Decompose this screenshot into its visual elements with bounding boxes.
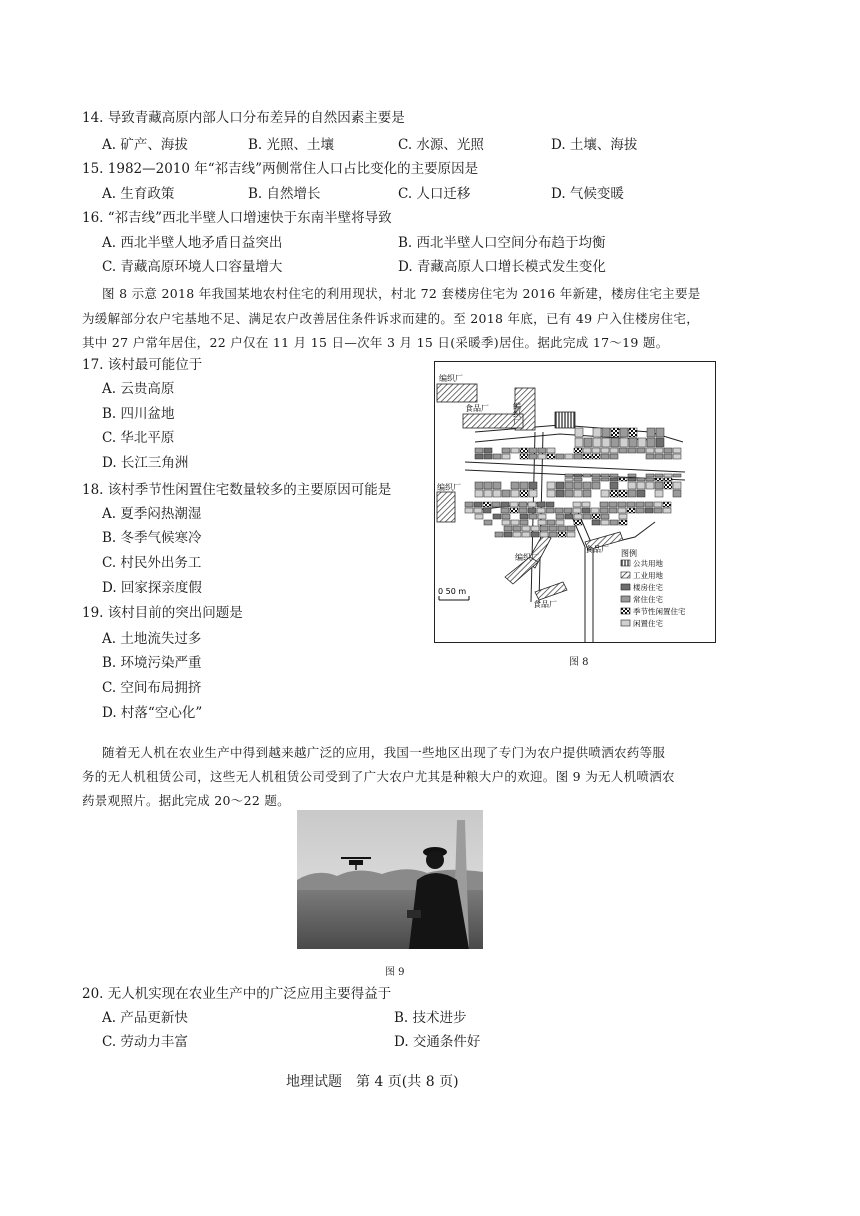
house-block [474, 502, 482, 507]
house-block [636, 508, 644, 513]
house-block [502, 520, 510, 525]
q14-option-b: B. 光照、土壤 [248, 137, 335, 153]
house-block [610, 474, 618, 477]
house-block [610, 490, 618, 497]
house-block [610, 454, 618, 459]
figure9-caption: 图 9 [385, 967, 405, 978]
q19-option-b: B. 环境污染严重 [102, 655, 202, 671]
label-weave-4: 编织厂 [515, 553, 539, 562]
house-block [511, 448, 519, 453]
house-block [583, 474, 591, 477]
house-block [483, 502, 491, 507]
house-block [502, 514, 510, 519]
house-block [492, 502, 500, 507]
public-land [555, 412, 575, 428]
house-block [638, 438, 646, 447]
house-block [582, 508, 590, 513]
house-block [602, 428, 610, 437]
house-block [592, 454, 600, 459]
house-block [549, 526, 557, 531]
house-block [475, 448, 483, 453]
house-block [637, 448, 645, 453]
passage1-line3: 其中 27 户常年居住，22 户仅在 11 月 15 日—次年 3 月 15 日(采暖季)居住。据此完成 17～19 题。 [82, 335, 669, 350]
house-block [575, 438, 583, 447]
house-block [574, 474, 582, 477]
house-block [600, 508, 608, 513]
house-block [511, 490, 519, 497]
house-block [673, 454, 681, 459]
q16-stem: 16. “祁吉线”西北半壁人口增速快于东南半壁将导致 [82, 210, 392, 226]
house-block [484, 482, 492, 489]
house-block [618, 502, 626, 507]
q20-option-b: B. 技术进步 [394, 1010, 467, 1026]
house-block [600, 502, 608, 507]
house-block [583, 514, 591, 519]
house-block [583, 482, 591, 489]
house-block [538, 448, 546, 453]
figure8-caption: 图 8 [569, 657, 589, 668]
house-block [502, 454, 510, 459]
house-block [475, 490, 483, 497]
house-block [504, 526, 512, 531]
house-block [592, 514, 600, 519]
legend-industrial: 工业用地 [633, 571, 663, 580]
house-block [531, 532, 539, 537]
house-block [465, 502, 473, 507]
passage1-line1: 图 8 示意 2018 年我国某地农村住宅的利用现状，村北 72 套楼房住宅为 2016 年新建，楼房住宅主要是 [102, 286, 701, 301]
house-block [645, 508, 653, 513]
house-block [620, 428, 628, 437]
house-block [601, 448, 609, 453]
q18-option-b: B. 冬季气候寒冷 [102, 530, 202, 546]
label-food-1: 食品厂 [465, 404, 489, 413]
house-block [555, 508, 563, 513]
q19-option-c: C. 空间布局拥挤 [102, 680, 202, 696]
house-block [522, 526, 530, 531]
house-block [529, 454, 537, 459]
house-block [673, 490, 681, 497]
house-block [601, 490, 609, 497]
house-block [663, 502, 671, 507]
house-block [538, 520, 546, 525]
house-block [609, 502, 617, 507]
house-block [655, 490, 663, 497]
house-block [556, 482, 564, 489]
house-block [592, 478, 600, 481]
house-block [609, 508, 617, 513]
house-block [628, 448, 636, 453]
house-block [592, 520, 600, 525]
house-block [510, 502, 518, 507]
q20-option-d: D. 交通条件好 [394, 1034, 481, 1050]
house-block [592, 482, 600, 489]
house-block [655, 454, 663, 459]
house-block [574, 520, 582, 525]
house-block [629, 438, 637, 447]
house-block [627, 502, 635, 507]
house-block [646, 448, 654, 453]
house-block [655, 482, 663, 489]
house-block [495, 532, 503, 537]
house-block [556, 520, 564, 525]
house-block [655, 448, 663, 453]
house-block [654, 508, 662, 513]
house-block [475, 514, 483, 519]
house-block [637, 490, 645, 497]
q17-option-a: A. 云贵高原 [102, 381, 175, 397]
house-block [629, 428, 637, 437]
house-block [619, 478, 627, 481]
passage2-line2: 务的无人机租赁公司，这些无人机租赁公司受到了广大农户尤其是种粮大户的欢迎。图 9 为无人机喷洒农 [82, 769, 675, 784]
scale-label: 0 50 m [438, 587, 467, 596]
house-block [574, 454, 582, 459]
house-block [575, 428, 583, 437]
label-food-3: 食品厂 [533, 600, 557, 609]
house-block [664, 474, 672, 477]
house-block [528, 502, 536, 507]
house-block [574, 514, 582, 519]
house-block [565, 490, 573, 497]
house-block [601, 478, 609, 481]
house-block [619, 448, 627, 453]
house-block [647, 438, 655, 447]
house-block [558, 526, 566, 531]
house-block [546, 502, 554, 507]
legend-seasonal: 季节性闲置住宅 [633, 607, 686, 616]
house-block [510, 508, 518, 513]
house-block [522, 532, 530, 537]
q19-option-a: A. 土地流失过多 [102, 631, 202, 647]
house-block [628, 490, 636, 497]
house-block [538, 454, 546, 459]
figure9-photo [297, 810, 483, 949]
house-block [664, 448, 672, 453]
house-block [547, 490, 555, 497]
house-block [546, 508, 554, 513]
label-weave-3: 编织厂 [437, 483, 461, 492]
house-block [513, 526, 521, 531]
house-block [646, 482, 654, 489]
label-weave-1: 编织厂 [439, 374, 463, 383]
house-block [564, 508, 572, 513]
q18-option-d: D. 回家探亲度假 [102, 580, 202, 596]
house-block [565, 514, 573, 519]
house-block [574, 478, 582, 481]
q15-stem: 15. 1982—2010 年“祁吉线”两侧常住人口占比变化的主要原因是 [82, 161, 479, 177]
house-block [565, 474, 573, 477]
house-block [628, 482, 636, 489]
house-block [610, 482, 618, 489]
label-food-2: 食品厂 [585, 545, 609, 554]
q15-option-c: C. 人口迁移 [398, 186, 471, 202]
legend [621, 548, 686, 628]
house-block [537, 508, 545, 513]
house-block [537, 502, 545, 507]
house-block [574, 490, 582, 497]
house-block [520, 482, 528, 489]
house-block [601, 454, 609, 459]
house-block [549, 532, 557, 537]
q14-stem: 14. 导致青藏高原内部人口分布差异的自然因素主要是 [82, 110, 405, 126]
house-block [565, 454, 573, 459]
house-block [547, 482, 555, 489]
passage2-line1: 随着无人机在农业生产中得到越来越广泛的应用，我国一些地区出现了专门为农户提供喷洒农药等服 [102, 745, 666, 760]
house-block [502, 490, 510, 497]
house-block [540, 532, 548, 537]
house-block [547, 448, 555, 453]
legend-title: 图例 [621, 549, 637, 558]
passage1-line2: 为缓解部分农户宅基地不足、满足农户改善居住条件诉求而建的。至 2018 年底，已有 49 户入住楼房住宅， [82, 311, 700, 326]
house-block [637, 478, 645, 481]
house-block [547, 520, 555, 525]
house-block [647, 428, 655, 437]
label-weave-2: 编织厂 [512, 402, 522, 426]
house-block [520, 454, 528, 459]
house-block [511, 520, 519, 525]
residential-blocks [465, 428, 681, 537]
house-block [593, 428, 601, 437]
drone-photo-drawing [297, 810, 483, 949]
house-block [611, 428, 619, 437]
house-block [654, 502, 662, 507]
page-footer: 地理试题 第 4 页(共 8 页) [286, 1074, 459, 1090]
house-block [567, 532, 575, 537]
house-block [592, 474, 600, 477]
house-block [519, 502, 527, 507]
house-block [574, 482, 582, 489]
house-block [528, 508, 536, 513]
q14-option-a: A. 矿产、海拔 [102, 137, 188, 153]
q16-option-d: D. 青藏高原人口增长模式发生变化 [398, 259, 606, 275]
house-block [529, 514, 537, 519]
q18-stem: 18. 该村季节性闲置住宅数量较多的主要原因可能是 [82, 482, 392, 498]
legend-vacant: 闲置住宅 [633, 619, 663, 628]
house-block [655, 474, 663, 477]
house-block [673, 448, 681, 453]
house-block [574, 448, 582, 453]
house-block [583, 490, 591, 497]
house-block [593, 438, 601, 447]
legend-permanent: 常住住宅 [633, 595, 663, 604]
house-block [664, 478, 672, 481]
house-block [529, 448, 537, 453]
figure8-map [434, 361, 716, 643]
house-block [628, 474, 636, 477]
house-block [619, 514, 627, 519]
house-block [602, 438, 610, 447]
house-block [601, 474, 609, 477]
q20-option-c: C. 劳动力丰富 [102, 1034, 188, 1050]
house-block [484, 454, 492, 459]
house-block [565, 482, 573, 489]
house-block [583, 448, 591, 453]
house-block [663, 508, 671, 513]
house-block [664, 454, 672, 459]
house-block [504, 532, 512, 537]
house-block [664, 482, 672, 489]
house-block [601, 520, 609, 525]
house-block [611, 438, 619, 447]
house-block [547, 454, 555, 459]
house-block [483, 508, 491, 513]
house-block [637, 482, 645, 489]
house-block [565, 478, 573, 481]
house-block [583, 454, 591, 459]
house-block [610, 478, 618, 481]
q15-option-d: D. 气候变暖 [551, 186, 624, 202]
house-block [636, 502, 644, 507]
house-block [556, 454, 564, 459]
house-block [619, 520, 627, 525]
house-block [538, 514, 546, 519]
house-block [529, 482, 537, 489]
house-block [655, 478, 663, 481]
house-block [573, 508, 581, 513]
q20-option-a: A. 产品更新快 [102, 1010, 188, 1026]
house-block [619, 490, 627, 497]
house-block [673, 474, 681, 477]
house-block [484, 448, 492, 453]
house-block [646, 454, 654, 459]
house-block [601, 514, 609, 519]
house-block [620, 438, 628, 447]
house-block [558, 532, 566, 537]
house-block [627, 508, 635, 513]
house-block [573, 502, 581, 507]
house-block [519, 508, 527, 513]
house-block [493, 490, 501, 497]
passage2-line3: 药景观照片。据此完成 20～22 题。 [82, 793, 290, 808]
q20-stem: 20. 无人机实现在农业生产中的广泛应用主要得益于 [82, 986, 392, 1002]
q19-option-d: D. 村落“空心化” [102, 705, 203, 721]
house-block [618, 508, 626, 513]
house-block [628, 478, 636, 481]
q14-option-c: C. 水源、光照 [398, 137, 484, 153]
house-block [610, 448, 618, 453]
legend-public: 公共用地 [633, 559, 663, 568]
house-block [567, 526, 575, 531]
q17-option-b: B. 四川盆地 [102, 406, 175, 422]
house-block [646, 474, 654, 477]
q16-option-a: A. 西北半壁人地矛盾日益突出 [102, 235, 283, 251]
house-block [474, 508, 482, 513]
house-block [511, 482, 519, 489]
house-block [475, 482, 483, 489]
q17-stem: 17. 该村最可能位于 [82, 357, 203, 373]
q18-option-a: A. 夏季闷热潮湿 [102, 506, 202, 522]
house-block [591, 508, 599, 513]
house-block [484, 520, 492, 525]
house-block [610, 520, 618, 525]
house-block [475, 454, 483, 459]
q15-option-b: B. 自然增长 [248, 186, 321, 202]
q14-option-d: D. 土壤、海拔 [551, 137, 638, 153]
house-block [520, 514, 528, 519]
house-block [556, 514, 564, 519]
house-block [520, 490, 528, 497]
house-block [531, 526, 539, 531]
q15-option-a: A. 生育政策 [102, 186, 175, 202]
q17-option-d: D. 长江三角洲 [102, 455, 189, 471]
house-block [493, 514, 501, 519]
legend-apartment: 楼房住宅 [633, 583, 663, 592]
house-block [502, 448, 510, 453]
house-block [646, 478, 654, 481]
house-block [501, 502, 509, 507]
house-block [656, 438, 664, 447]
house-block [501, 508, 509, 513]
house-block [556, 490, 564, 497]
house-block [520, 448, 528, 453]
house-block [493, 482, 501, 489]
q19-stem: 19. 该村目前的突出问题是 [82, 605, 243, 621]
house-block [582, 502, 590, 507]
house-block [493, 454, 501, 459]
house-block [540, 526, 548, 531]
house-block [520, 520, 528, 525]
house-block [484, 490, 492, 497]
house-block [465, 508, 473, 513]
house-block [584, 438, 592, 447]
house-block [592, 448, 600, 453]
q17-option-c: C. 华北平原 [102, 430, 175, 446]
q16-option-b: B. 西北半壁人口空间分布趋于均衡 [398, 235, 606, 251]
house-block [673, 482, 681, 489]
q18-option-c: C. 村民外出务工 [102, 555, 202, 571]
house-block [513, 532, 521, 537]
house-block [656, 428, 664, 437]
q16-option-c: C. 青藏高原环境人口容量增大 [102, 259, 283, 275]
house-block [529, 490, 537, 497]
village-map-drawing [435, 362, 715, 642]
house-block [645, 502, 653, 507]
